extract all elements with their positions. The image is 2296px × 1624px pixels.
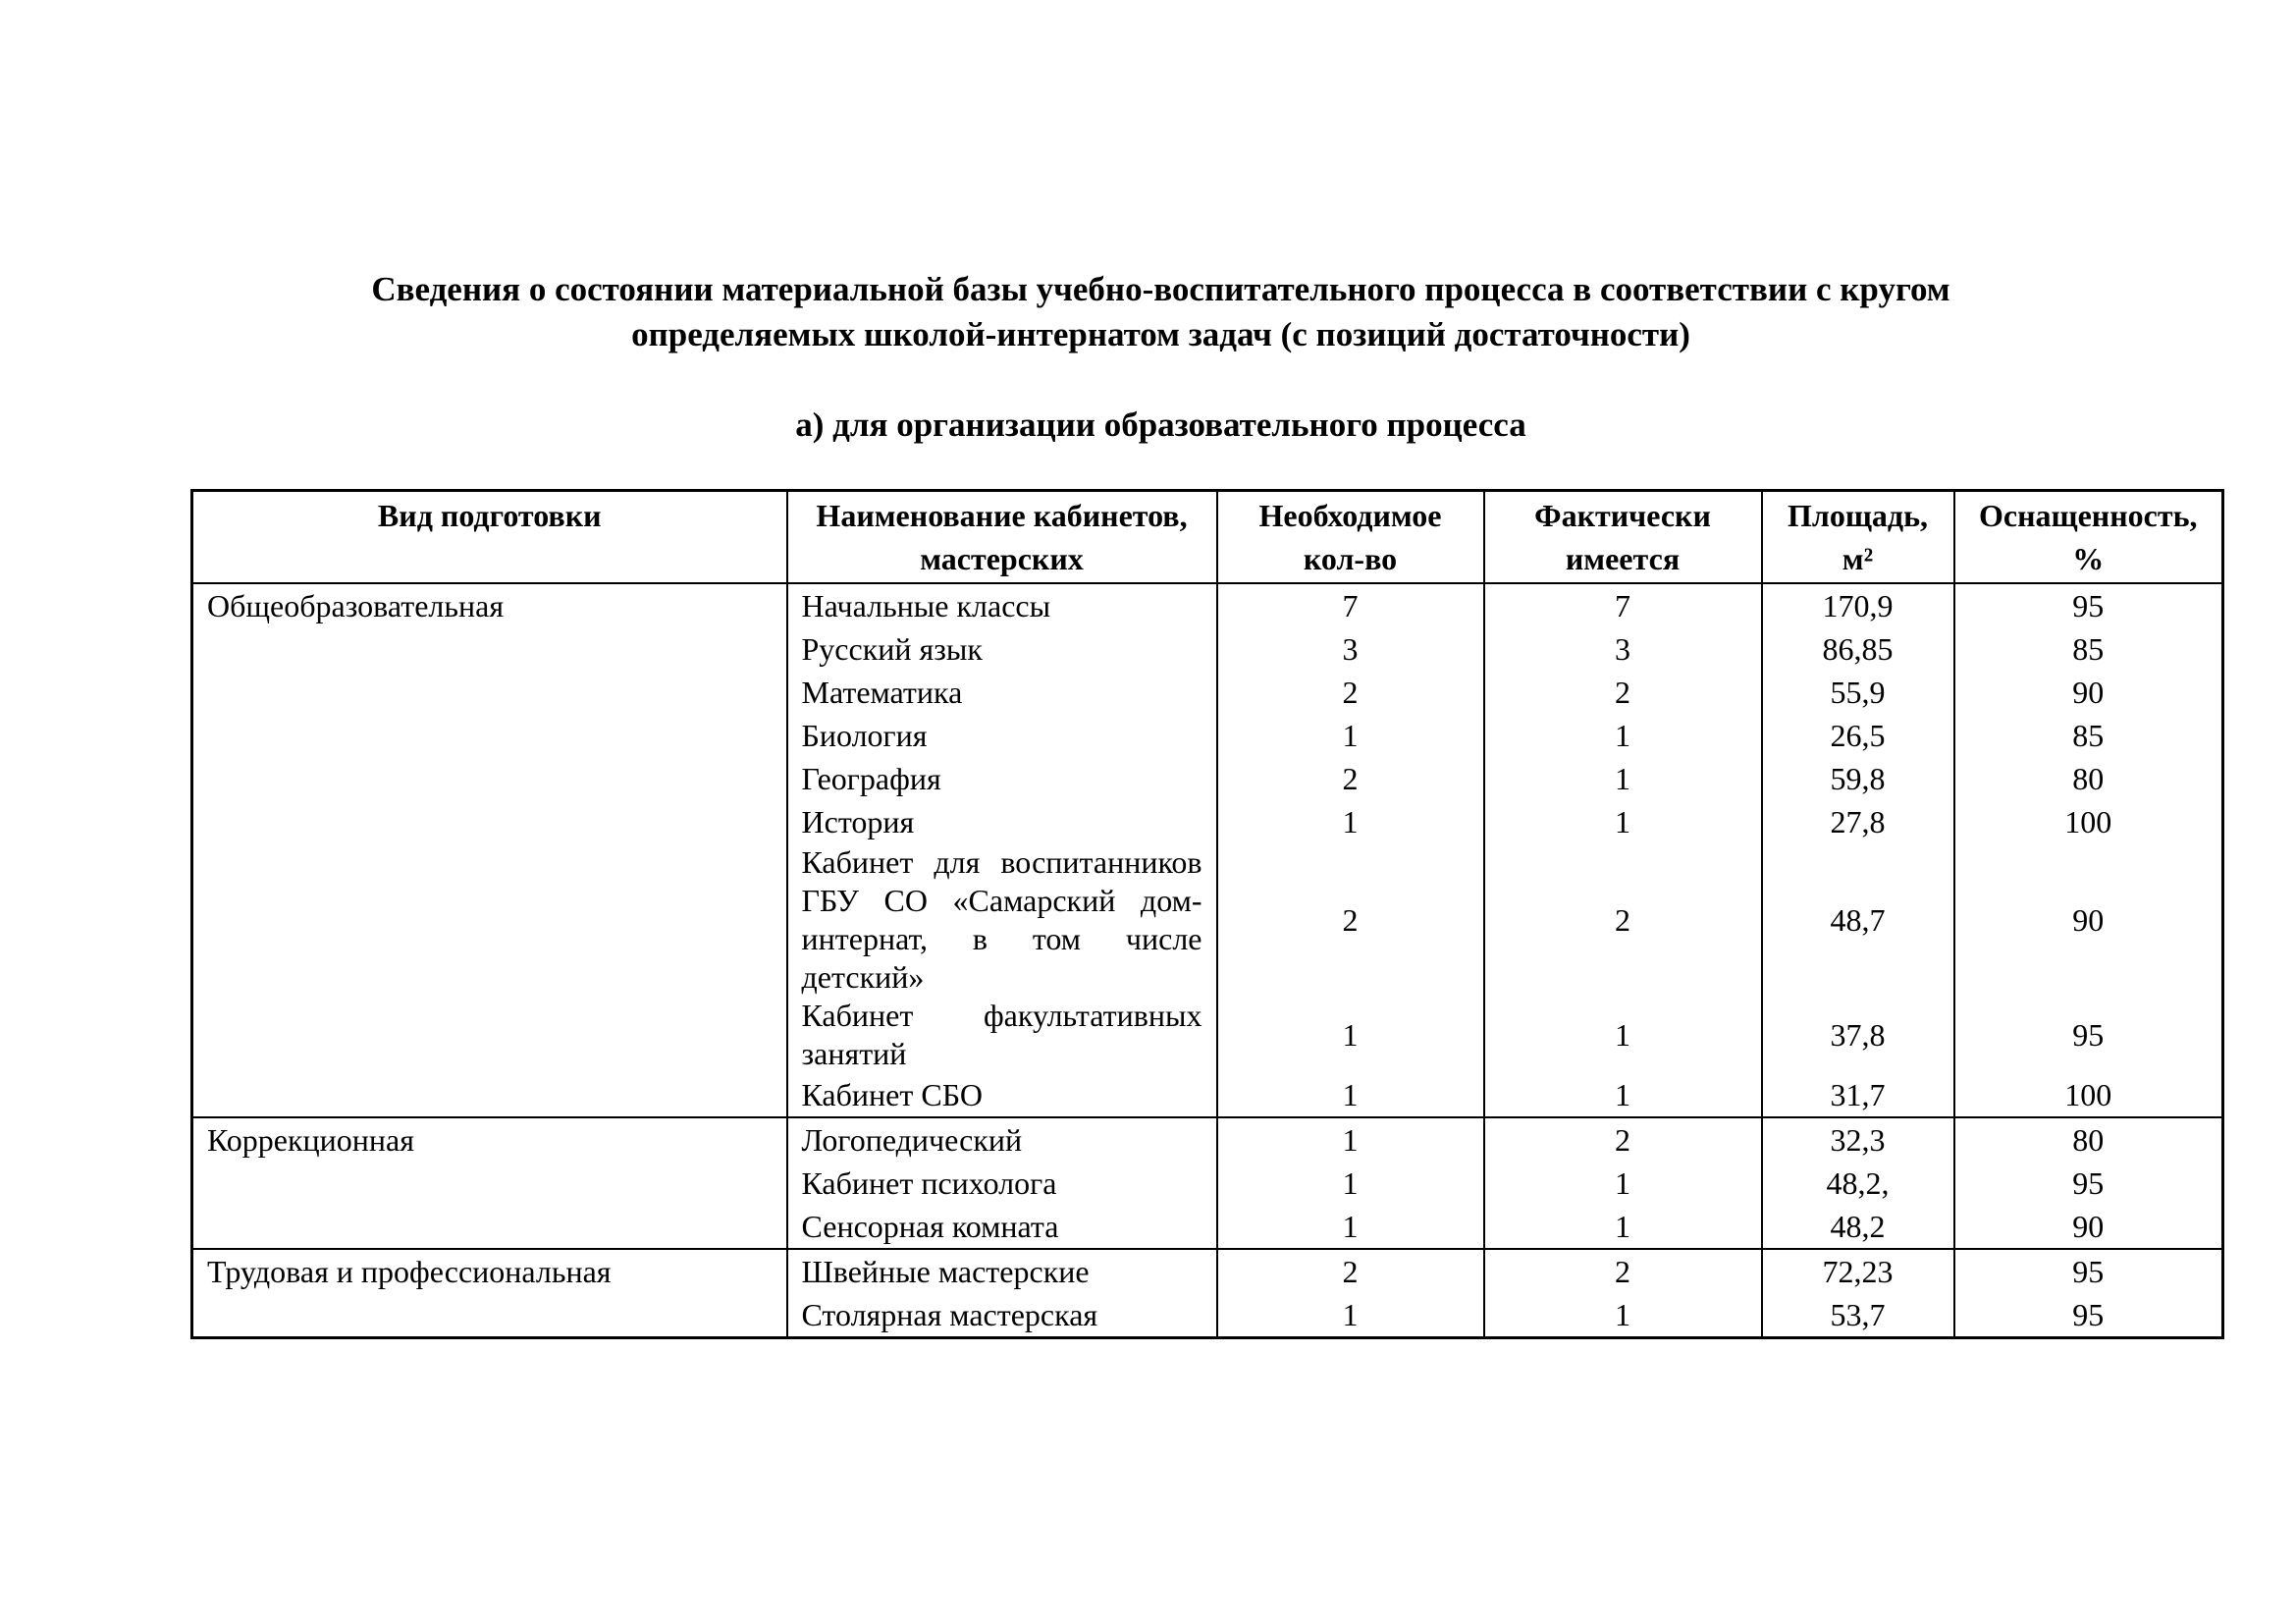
room-name-cell: Логопедический <box>787 1117 1217 1162</box>
area-cell: 48,2, <box>1762 1162 1954 1205</box>
training-type-cell: Коррекционная <box>192 1117 787 1249</box>
room-name-cell: Кабинет СБО <box>787 1073 1217 1117</box>
room-name-cell: Столярная мастерская <box>787 1293 1217 1338</box>
area-cell: 26,5 <box>1762 714 1954 757</box>
header-area-line2: м² <box>1842 541 1874 576</box>
header-required-line2: кол-во <box>1303 541 1398 576</box>
area-cell: 86,85 <box>1762 627 1954 671</box>
header-required-line1: Необходимое <box>1258 498 1442 533</box>
equipment-cell: 80 <box>1954 1117 2223 1162</box>
actual-count-cell: 1 <box>1484 1073 1762 1117</box>
equipment-cell: 80 <box>1954 757 2223 800</box>
title-line-1: Сведения о состоянии материальной базы учебно-воспитательного процесса в соответствии с кругом <box>371 270 1950 308</box>
required-count-cell: 1 <box>1217 1205 1484 1249</box>
required-count-cell: 1 <box>1217 1117 1484 1162</box>
required-count-cell: 1 <box>1217 1162 1484 1205</box>
required-count-cell: 1 <box>1217 997 1484 1073</box>
room-name-cell: Математика <box>787 671 1217 714</box>
header-actual-count <box>1484 491 1762 584</box>
required-count-cell: 2 <box>1217 757 1484 800</box>
area-cell: 48,2 <box>1762 1205 1954 1249</box>
header-area <box>1762 491 1954 584</box>
room-name-cell: Русский язык <box>787 627 1217 671</box>
header-actual-line2: имеется <box>1565 541 1681 576</box>
header-equipment <box>1954 491 2223 584</box>
area-cell: 32,3 <box>1762 1117 1954 1162</box>
area-cell: 55,9 <box>1762 671 1954 714</box>
equipment-cell: 95 <box>1954 583 2223 627</box>
room-name-cell: Швейные мастерские <box>787 1249 1217 1293</box>
actual-count-cell: 1 <box>1484 714 1762 757</box>
material-base-table <box>190 489 2224 1339</box>
room-name-cell: Сенсорная комната <box>787 1205 1217 1249</box>
header-area-line1: Площадь, <box>1788 498 1928 533</box>
required-count-cell: 3 <box>1217 627 1484 671</box>
table-row <box>192 1249 2223 1293</box>
area-cell: 72,23 <box>1762 1249 1954 1293</box>
area-cell: 59,8 <box>1762 757 1954 800</box>
actual-count-cell: 1 <box>1484 757 1762 800</box>
header-room-name-line2: мастерских <box>920 541 1084 576</box>
equipment-cell: 100 <box>1954 1073 2223 1117</box>
document-title <box>187 267 2135 357</box>
actual-count-cell: 1 <box>1484 800 1762 843</box>
table-row <box>192 583 2223 627</box>
area-cell: 37,8 <box>1762 997 1954 1073</box>
actual-count-cell: 2 <box>1484 843 1762 997</box>
equipment-cell: 85 <box>1954 714 2223 757</box>
actual-count-cell: 2 <box>1484 671 1762 714</box>
header-training-type <box>192 491 787 584</box>
header-required-count <box>1217 491 1484 584</box>
area-cell: 53,7 <box>1762 1293 1954 1338</box>
room-name-cell: Кабинет для воспитанников ГБУ СО «Самарский дом-интернат, в том числе детский» <box>787 843 1217 997</box>
room-name-cell: Биология <box>787 714 1217 757</box>
equipment-cell: 90 <box>1954 1205 2223 1249</box>
header-room-name <box>787 491 1217 584</box>
table-row <box>192 1117 2223 1162</box>
required-count-cell: 1 <box>1217 1293 1484 1338</box>
required-count-cell: 7 <box>1217 583 1484 627</box>
actual-count-cell: 3 <box>1484 627 1762 671</box>
required-count-cell: 2 <box>1217 843 1484 997</box>
title-line-2: определяемых школой-интернатом задач (с позиций достаточности) <box>631 315 1690 353</box>
required-count-cell: 1 <box>1217 714 1484 757</box>
table-header-row <box>192 491 2223 584</box>
required-count-cell: 1 <box>1217 1073 1484 1117</box>
actual-count-cell: 2 <box>1484 1249 1762 1293</box>
required-count-cell: 1 <box>1217 800 1484 843</box>
area-cell: 31,7 <box>1762 1073 1954 1117</box>
required-count-cell: 2 <box>1217 671 1484 714</box>
actual-count-cell: 2 <box>1484 1117 1762 1162</box>
room-name-cell: Кабинет психолога <box>787 1162 1217 1205</box>
area-cell: 48,7 <box>1762 843 1954 997</box>
required-count-cell: 2 <box>1217 1249 1484 1293</box>
equipment-cell: 90 <box>1954 671 2223 714</box>
area-cell: 170,9 <box>1762 583 1954 627</box>
equipment-cell: 85 <box>1954 627 2223 671</box>
header-equipment-line2: % <box>2072 541 2105 576</box>
actual-count-cell: 1 <box>1484 1162 1762 1205</box>
training-type-cell: Общеобразовательная <box>192 583 787 1117</box>
room-name-cell: История <box>787 800 1217 843</box>
room-name-cell: Кабинет факультативных занятий <box>787 997 1217 1073</box>
training-type-cell: Трудовая и профессиональная <box>192 1249 787 1338</box>
section-subtitle: а) для организации образовательного процесса <box>795 406 1526 444</box>
equipment-cell: 95 <box>1954 997 2223 1073</box>
room-name-cell: География <box>787 757 1217 800</box>
actual-count-cell: 7 <box>1484 583 1762 627</box>
area-cell: 27,8 <box>1762 800 1954 843</box>
actual-count-cell: 1 <box>1484 1293 1762 1338</box>
header-room-name-line1: Наименование кабинетов, <box>816 498 1188 533</box>
header-equipment-line1: Оснащенность, <box>1979 498 2198 533</box>
room-name-cell: Начальные классы <box>787 583 1217 627</box>
equipment-cell: 95 <box>1954 1249 2223 1293</box>
header-actual-line1: Фактически <box>1534 498 1711 533</box>
equipment-cell: 95 <box>1954 1293 2223 1338</box>
equipment-cell: 95 <box>1954 1162 2223 1205</box>
actual-count-cell: 1 <box>1484 1205 1762 1249</box>
equipment-cell: 90 <box>1954 843 2223 997</box>
actual-count-cell: 1 <box>1484 997 1762 1073</box>
equipment-cell: 100 <box>1954 800 2223 843</box>
header-training-type-label: Вид подготовки <box>377 498 602 533</box>
